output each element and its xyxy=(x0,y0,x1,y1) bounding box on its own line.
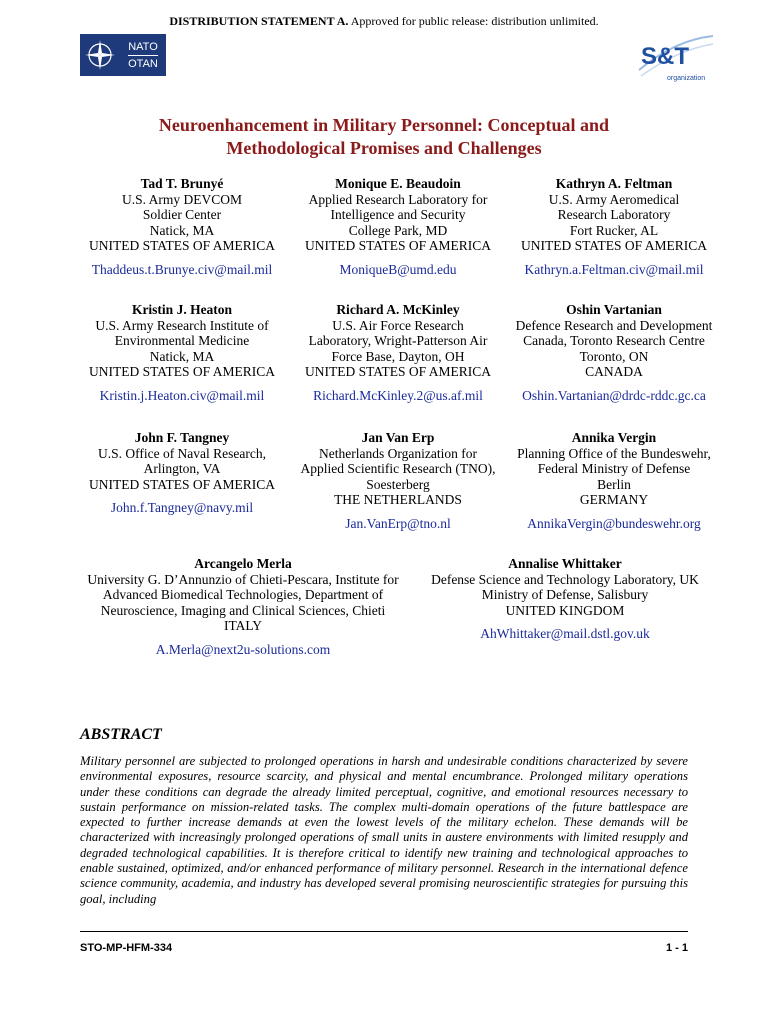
author-block xyxy=(76,430,288,556)
author-email-link[interactable]: AhWhittaker@mail.dstl.gov.uk xyxy=(480,626,650,641)
nato-compass-icon xyxy=(80,34,120,76)
author-block xyxy=(76,176,288,302)
author-block xyxy=(292,302,504,430)
author-name: Annika Vergin xyxy=(571,430,657,445)
distribution-text: Approved for public release: distribution unlimited. xyxy=(350,14,599,28)
author-affiliation: Soldier Center xyxy=(142,207,222,222)
author-affiliation: UNITED STATES OF AMERICA xyxy=(88,364,276,379)
author-affiliation: University G. D’Annunzio of Chieti-Pescara, Institute for xyxy=(87,571,399,587)
author-affiliation: Research Laboratory xyxy=(557,207,671,222)
author-name: Oshin Vartanian xyxy=(566,302,662,317)
author-affiliation: U.S. Office of Naval Research, xyxy=(97,445,267,461)
author-affiliation: UNITED STATES OF AMERICA xyxy=(304,238,492,253)
author-affiliation: UNITED KINGDOM xyxy=(505,602,625,618)
author-email-link[interactable]: AnnikaVergin@bundeswehr.org xyxy=(527,515,701,531)
author-affiliation: U.S. Army DEVCOM xyxy=(121,191,242,207)
author-affiliation: Defense Science and Technology Laboratory, UK xyxy=(431,571,699,587)
paper-title-line-1: Neuroenhancement in Military Personnel: Conceptual and xyxy=(158,115,610,135)
author-affiliation: THE NETHERLANDS xyxy=(334,492,462,507)
document-id: STO-MP-HFM-334 xyxy=(80,942,173,954)
author-name: Kristin J. Heaton xyxy=(131,302,233,317)
author-affiliation: U.S. Army Research Institute of xyxy=(95,317,269,333)
author-name: John F. Tangney xyxy=(134,430,230,445)
author-block xyxy=(508,430,720,556)
author-email-link[interactable]: Kathryn.a.Feltman.civ@mail.mil xyxy=(524,261,704,277)
paper-title xyxy=(0,114,768,160)
author-affiliation: Neuroscience, Imaging and Clinical Sciences, Chieti xyxy=(100,602,386,618)
author-affiliation: Defence Research and Development xyxy=(515,317,713,333)
author-affiliation: Federal Ministry of Defense xyxy=(537,461,691,476)
author-affiliation: Natick, MA xyxy=(149,348,215,364)
author-affiliation: Soesterberg xyxy=(366,476,430,492)
author-affiliation: Intelligence and Security xyxy=(330,207,466,222)
author-affiliation: UNITED STATES OF AMERICA xyxy=(88,238,276,253)
author-affiliation: Fort Rucker, AL xyxy=(569,222,659,238)
author-email-link[interactable]: John.f.Tangney@navy.mil xyxy=(110,500,254,515)
author-name: Jan Van Erp xyxy=(361,430,435,445)
author-affiliation: Force Base, Dayton, OH xyxy=(331,348,465,364)
author-affiliation: Laboratory, Wright-Patterson Air xyxy=(308,333,488,348)
author-block xyxy=(508,302,720,430)
author-row-4 xyxy=(72,556,716,657)
paper-title-line-2: Methodological Promises and Challenges xyxy=(226,138,542,158)
author-affiliation: Netherlands Organization for xyxy=(319,445,477,461)
author-affiliation: CANADA xyxy=(585,364,643,379)
author-block xyxy=(292,430,504,556)
author-affiliation: College Park, MD xyxy=(348,222,448,238)
author-block xyxy=(420,556,710,657)
distribution-statement xyxy=(0,14,768,29)
abstract-heading: ABSTRACT xyxy=(80,726,162,743)
author-block xyxy=(508,176,720,302)
author-row-3 xyxy=(76,430,716,556)
author-email-link[interactable]: MoniqueB@umd.edu xyxy=(339,261,457,277)
nato-label: NATO xyxy=(128,40,158,53)
otan-label: OTAN xyxy=(128,57,158,70)
author-affiliation: Planning Office of the Bundeswehr, xyxy=(517,445,711,461)
st-logo-text: S&T xyxy=(641,43,689,70)
author-affiliation: Applied Research Laboratory for xyxy=(308,191,488,207)
author-block xyxy=(292,176,504,302)
author-email-link[interactable]: Kristin.j.Heaton.civ@mail.mil xyxy=(99,387,265,403)
author-affiliation: UNITED STATES OF AMERICA xyxy=(304,364,492,379)
author-email-link[interactable]: Oshin.Vartanian@drdc-rddc.gc.ca xyxy=(522,387,706,403)
author-name: Richard A. McKinley xyxy=(336,302,460,317)
author-affiliation: U.S. Army Aeromedical xyxy=(548,191,680,207)
distribution-label: DISTRIBUTION STATEMENT A. xyxy=(169,14,349,28)
author-affiliation: Canada, Toronto Research Centre xyxy=(523,333,705,348)
author-affiliation: ITALY xyxy=(223,618,263,633)
author-email-link[interactable]: Jan.VanErp@tno.nl xyxy=(345,515,451,531)
author-affiliation: UNITED STATES OF AMERICA xyxy=(520,238,708,253)
author-list xyxy=(76,176,716,657)
author-email-link[interactable]: Richard.McKinley.2@us.af.mil xyxy=(313,387,483,403)
author-affiliation: Toronto, ON xyxy=(579,348,649,364)
author-email-link[interactable]: A.Merla@next2u-solutions.com xyxy=(155,641,331,657)
st-logo-subtitle: organization xyxy=(667,75,706,82)
author-block xyxy=(72,556,414,657)
author-block xyxy=(76,302,288,430)
author-name: Annalise Whittaker xyxy=(508,556,622,571)
author-affiliation: Berlin xyxy=(597,476,631,492)
author-affiliation: GERMANY xyxy=(579,492,649,507)
author-name: Tad T. Brunyé xyxy=(140,176,224,191)
author-affiliation: Natick, MA xyxy=(149,222,215,238)
author-affiliation: U.S. Air Force Research xyxy=(332,317,464,333)
page-number: 1 - 1 xyxy=(665,942,688,954)
author-affiliation: Advanced Biomedical Technologies, Department of xyxy=(102,587,384,602)
author-name: Monique E. Beaudoin xyxy=(335,176,461,191)
author-email-link[interactable]: Thaddeus.t.Brunye.civ@mail.mil xyxy=(91,261,273,277)
st-organization-logo xyxy=(635,30,717,84)
author-affiliation: Arlington, VA xyxy=(143,461,221,476)
author-name: Kathryn A. Feltman xyxy=(555,176,673,191)
author-affiliation: Applied Scientific Research (TNO), xyxy=(300,461,496,476)
nato-logo xyxy=(80,34,166,76)
author-affiliation: Environmental Medicine xyxy=(114,333,250,348)
author-name: Arcangelo Merla xyxy=(194,556,292,571)
abstract-text: Military personnel are subjected to prolonged operations in harsh and undesirable conditions characterized by severe environmental exposures, resource scarcity, and physical and mental encumbrance. Prolonged military operations under these conditions can degrade the already limited perceptual, cognitive, and emotional resources necessary to sustain performance on mission-related tasks. The complex multi-domain operations of the future battlespace are expected to further increase demands at even the lowest levels of the military echelon. These demands will be characterized with increasingly prolonged operations of small units in austere environments with limited resupply and degraded technological capabilities. It is therefore critical to identify new training and technological approaches to enable sustained, optimized, and/or enhanced performance of military personnel. Research in the international defence science community, academia, and industry has developed several promising neuroscientific strategies for pursuing this goal, including xyxy=(80,754,688,906)
author-affiliation: Ministry of Defense, Salisbury xyxy=(481,587,649,602)
footer-rule xyxy=(80,931,688,932)
author-row-2 xyxy=(76,302,716,430)
author-affiliation: UNITED STATES OF AMERICA xyxy=(88,476,276,492)
author-row-1 xyxy=(76,176,716,302)
